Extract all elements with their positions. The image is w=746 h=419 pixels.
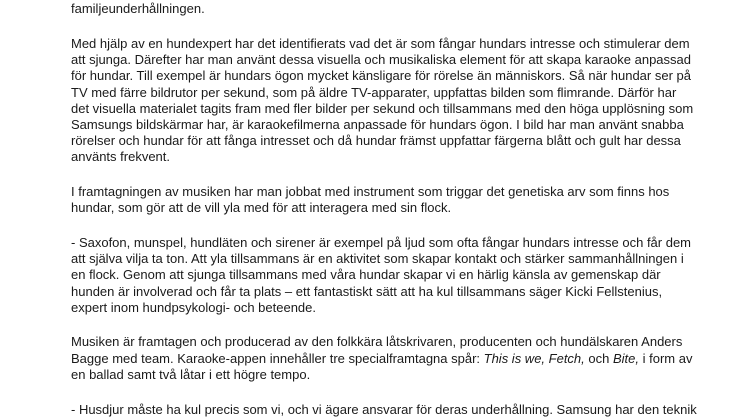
text-line: Samsungs bildskärmar har, är karaokefilmerna anpassade för hundars ögon. I bild har man använt snabba: [71, 116, 684, 132]
paragraph-gap: [71, 383, 691, 402]
paragraph-intro: [71, 0, 691, 17]
text-line: TV med färre bildrutor per sekund, som på äldre TV-apparater, uppfattas bilden som flimrande. Därför har: [71, 84, 677, 100]
text-segment: och: [584, 350, 613, 366]
paragraph-music-instruments: [71, 184, 691, 216]
paragraph-gap: [71, 17, 691, 36]
paragraph-dog-expert: [71, 35, 694, 166]
text-line: hundar, som gör att de vill yla med för att interagera med sin flock.: [71, 200, 452, 216]
text-line: en flock. Genom att sjunga tillsammans med våra hundar skapar vi en härlig känsla av gemenskap där: [71, 267, 661, 283]
text-line: expert inom hundpsykologi- och beteende.: [71, 299, 316, 315]
track-title-italic: Bite,: [612, 350, 639, 366]
paragraph-producer: [71, 334, 691, 383]
text-line: - Saxofon, munspel, hundläten och sirener är exempel på ljud som ofta fångar hundars intresse och får dem: [71, 234, 692, 250]
paragraph-gap: [71, 316, 691, 335]
text-line: för hundar. Till exempel är hundars ögon mycket känsligare för rörelse än människors. Så när hundar ser på: [71, 68, 691, 84]
text-line: rörelser och hundar för att fånga intresset och då hundar främst uppfattar färgerna blått och gult har dessa: [71, 133, 681, 149]
text-line: familjeunderhållningen.: [71, 1, 205, 17]
paragraph-expert-quote: [71, 235, 691, 316]
text-line: hunden är involverad och får ta plats – ett fantastiskt sätt att ha kul tillsammans säger Kicki Fellstenius,: [71, 283, 663, 299]
text-line: en ballad samt två låtar i ett högre tempo.: [71, 366, 311, 382]
text-line: använts frekvent.: [71, 149, 170, 165]
track-title-italic: This is we, Fetch,: [483, 350, 585, 366]
document-body: [71, 0, 697, 418]
text-line: - Husdjur måste ha kul precis som vi, och vi ägare ansvarar för deras underhållning. Samsung har den teknik: [71, 401, 697, 417]
text-segment: i form av: [638, 350, 693, 366]
text-line: det visuella materialet tagits fram med fler bilder per sekund och tillsammans med den höga upplösning som: [71, 100, 694, 116]
text-line: Med hjälp av en hundexpert har det identifierats vad det är som fångar hundars intresse och stimulerar dem: [71, 35, 690, 51]
text-line: att sjunga. Därefter har man använt dessa visuella och musikaliska element för att skapa karaoke anpassad: [71, 52, 692, 68]
paragraph-gap: [71, 216, 691, 235]
text-segment: Bagge med team. Karaoke-appen innehåller tre specialframtagna spår:: [71, 350, 484, 366]
paragraph-gap: [71, 166, 691, 185]
text-line: I framtagningen av musiken har man jobbat med instrument som triggar det genetiska arv som finns hos: [71, 184, 670, 200]
text-line: att själva vilja ta ton. Att yla tillsammans är en aktivitet som skapar kontakt och stärker sammanhållningen i: [71, 251, 684, 267]
text-line-with-tracks: [71, 351, 691, 367]
paragraph-pets-fun: [71, 401, 697, 418]
text-line: Musiken är framtagen och producerad av den folkkära låtskrivaren, producenten och hundälskaren Anders: [71, 334, 683, 350]
